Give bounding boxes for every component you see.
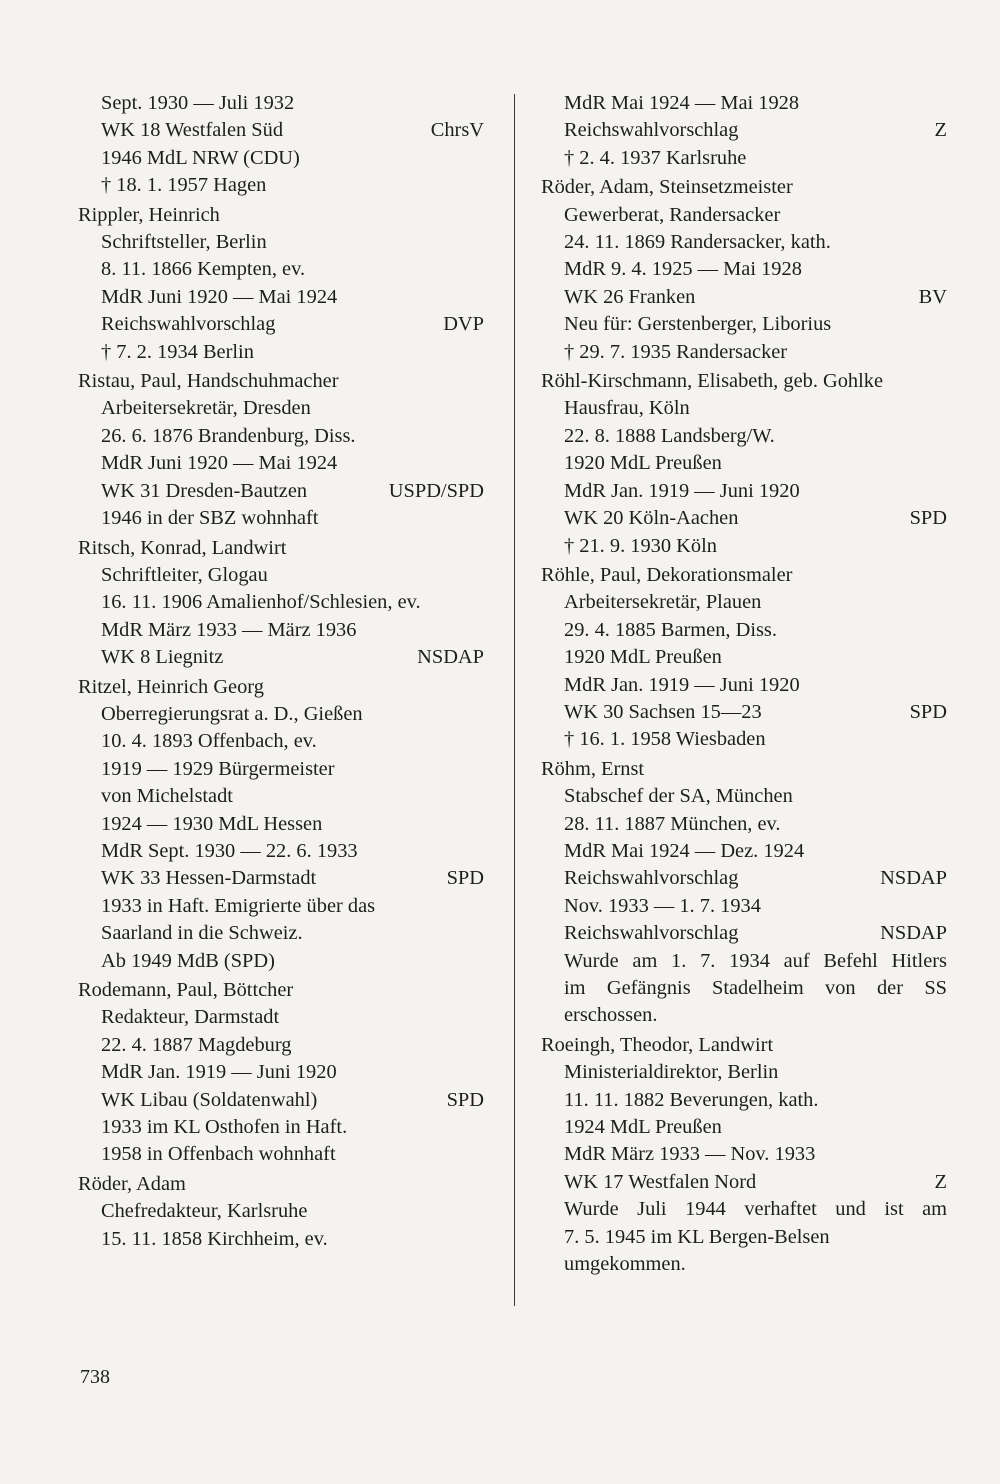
entry-heading bbox=[78, 977, 484, 1004]
entry-line bbox=[564, 893, 947, 920]
entry-details bbox=[541, 589, 947, 753]
entry-line-text: 11. 11. 1882 Beverungen, kath. bbox=[564, 1088, 819, 1111]
entry-line-text: 1933 in Haft. Emigrierte über das bbox=[101, 894, 376, 917]
entry-line bbox=[564, 505, 947, 532]
biography-entry bbox=[78, 535, 484, 672]
entry-line-text: MdR 9. 4. 1925 — Mai 1928 bbox=[564, 258, 802, 281]
party-label: NSDAP bbox=[880, 867, 947, 890]
entry-line-text: † 7. 2. 1934 Berlin bbox=[101, 340, 254, 363]
entry-line bbox=[564, 395, 947, 422]
entry-line-text: MdR Jan. 1919 — Juni 1920 bbox=[101, 1061, 337, 1084]
left-column bbox=[78, 90, 484, 1255]
entry-heading bbox=[541, 756, 947, 783]
entry-line-text: 1920 MdL Preußen bbox=[564, 646, 722, 669]
entry-line bbox=[101, 1198, 484, 1225]
entry-line-text: Neu für: Gerstenberger, Liborius bbox=[564, 313, 832, 336]
entry-line bbox=[564, 1141, 947, 1168]
entry-line bbox=[564, 1224, 947, 1251]
entry-line bbox=[564, 1087, 947, 1114]
party-label: SPD bbox=[909, 700, 947, 723]
biography-entry bbox=[541, 756, 947, 1030]
entry-name: Ritzel, Heinrich Georg bbox=[78, 675, 264, 698]
entry-line bbox=[564, 644, 947, 671]
entry-line bbox=[564, 90, 947, 117]
entry-line bbox=[101, 644, 484, 671]
entry-line-text: MdR Juni 1920 — Mai 1924 bbox=[101, 285, 338, 308]
entry-line bbox=[564, 339, 947, 366]
entry-line bbox=[564, 145, 947, 172]
biography-entry bbox=[541, 562, 947, 754]
entry-line bbox=[564, 617, 947, 644]
entry-name: Röhle, Paul, Dekorationsmaler bbox=[541, 563, 793, 586]
entry-line-text: MdR Juni 1920 — Mai 1924 bbox=[101, 452, 338, 475]
entry-line bbox=[564, 672, 947, 699]
party-label: NSDAP bbox=[880, 922, 947, 945]
entry-name: Röhl-Kirschmann, Elisabeth, geb. Gohlke bbox=[541, 370, 884, 393]
entry-name: Röder, Adam, Steinsetzmeister bbox=[541, 176, 793, 199]
entry-line bbox=[101, 1032, 484, 1059]
entry-line-text: 1958 in Offenbach wohnhaft bbox=[101, 1143, 336, 1166]
entry-line-text: 1933 im KL Osthofen in Haft. bbox=[101, 1116, 348, 1139]
entry-line-text: Sept. 1930 — Juli 1932 bbox=[101, 92, 295, 114]
entry-line-text: † 21. 9. 1930 Köln bbox=[564, 534, 717, 557]
entry-line bbox=[101, 505, 484, 532]
entry-line bbox=[564, 948, 947, 975]
biography-entry bbox=[78, 674, 484, 975]
entry-line-text: Reichswahlvorschlag bbox=[101, 313, 276, 336]
entry-name: Ritsch, Konrad, Landwirt bbox=[78, 536, 287, 559]
entry-line-text: Reichswahlvorschlag bbox=[564, 119, 739, 142]
entry-line-text: 22. 8. 1888 Landsberg/W. bbox=[564, 424, 775, 447]
entry-heading bbox=[541, 368, 947, 395]
entry-line bbox=[564, 1059, 947, 1086]
biography-entry bbox=[78, 202, 484, 366]
entry-line bbox=[101, 562, 484, 589]
entry-line bbox=[101, 229, 484, 256]
entry-line-text: MdR Mai 1924 — Dez. 1924 bbox=[564, 839, 805, 862]
entry-name: Röhm, Ernst bbox=[541, 757, 645, 780]
entry-heading bbox=[78, 202, 484, 229]
entry-line-text: von Michelstadt bbox=[101, 785, 233, 808]
entry-line-text: WK 30 Sachsen 15—23 bbox=[564, 700, 762, 723]
entry-details bbox=[541, 783, 947, 1030]
entry-line bbox=[564, 533, 947, 560]
entry-name: Ristau, Paul, Handschuhmacher bbox=[78, 370, 339, 393]
entry-line bbox=[564, 117, 947, 144]
entry-details bbox=[541, 202, 947, 366]
biography-entry bbox=[78, 368, 484, 532]
entry-line-text: WK 31 Dresden-Bautzen bbox=[101, 479, 308, 502]
entry-line-text: MdR Mai 1924 — Mai 1928 bbox=[564, 92, 800, 114]
entry-line-text: Redakteur, Darmstadt bbox=[101, 1006, 280, 1029]
entry-line bbox=[101, 256, 484, 283]
entry-line bbox=[101, 284, 484, 311]
entry-line bbox=[564, 975, 947, 1002]
biography-entry bbox=[541, 368, 947, 560]
entry-heading bbox=[78, 1171, 484, 1198]
entry-line bbox=[101, 811, 484, 838]
entry-line-text: Arbeitersekretär, Dresden bbox=[101, 397, 311, 420]
entry-line bbox=[564, 202, 947, 229]
entry-line bbox=[101, 395, 484, 422]
entry-details bbox=[78, 1198, 484, 1253]
entry-line bbox=[564, 783, 947, 810]
entry-line-text: im Gefängnis Stadelheim von der SS bbox=[564, 977, 947, 999]
entry-line-text: Schriftleiter, Glogau bbox=[101, 563, 268, 586]
entry-line-text: MdR Jan. 1919 — Juni 1920 bbox=[564, 479, 800, 502]
entry-line-text: MdR Sept. 1930 — 22. 6. 1933 bbox=[101, 839, 358, 862]
entry-line-text: Arbeitersekretär, Plauen bbox=[564, 591, 762, 614]
entry-line-text: Hausfrau, Köln bbox=[564, 397, 690, 420]
entry-line bbox=[564, 256, 947, 283]
party-label: Z bbox=[934, 1170, 947, 1193]
entry-line bbox=[564, 838, 947, 865]
entry-line-text: MdR März 1933 — Nov. 1933 bbox=[564, 1143, 816, 1166]
entry-line-text: Reichswahlvorschlag bbox=[564, 867, 739, 890]
entry-line-text: umgekommen. bbox=[564, 1253, 686, 1276]
entry-details bbox=[78, 90, 484, 200]
entry-line bbox=[101, 311, 484, 338]
party-label: SPD bbox=[446, 1088, 484, 1111]
entry-line-text: 16. 11. 1906 Amalienhof/Schlesien, ev. bbox=[101, 591, 421, 614]
entry-line bbox=[564, 726, 947, 753]
entry-line bbox=[564, 699, 947, 726]
entry-details bbox=[78, 229, 484, 366]
biography-entry bbox=[78, 1171, 484, 1253]
biography-entry bbox=[541, 90, 947, 172]
entry-details bbox=[541, 1059, 947, 1278]
entry-line bbox=[101, 90, 484, 117]
entry-line-text: † 16. 1. 1958 Wiesbaden bbox=[564, 728, 766, 751]
entry-details bbox=[78, 562, 484, 672]
entry-line bbox=[101, 948, 484, 975]
party-label: SPD bbox=[446, 867, 484, 890]
entry-line-text: 28. 11. 1887 München, ev. bbox=[564, 812, 781, 835]
entry-line-text: 1924 — 1930 MdL Hessen bbox=[101, 812, 323, 835]
entry-line bbox=[101, 728, 484, 755]
entry-line-text: 1919 — 1929 Bürgermeister bbox=[101, 757, 335, 780]
entry-line-text: Wurde Juli 1944 verhaftet und ist am bbox=[564, 1198, 947, 1221]
entry-line-text: WK 20 Köln-Aachen bbox=[564, 507, 739, 530]
entry-line-text: 1946 in der SBZ wohnhaft bbox=[101, 507, 319, 530]
entry-line-text: Ab 1949 MdB (SPD) bbox=[101, 949, 275, 972]
right-column bbox=[541, 90, 947, 1280]
entry-details bbox=[78, 701, 484, 975]
party-label: ChrsV bbox=[430, 119, 484, 142]
entry-line bbox=[101, 145, 484, 172]
entry-line bbox=[101, 893, 484, 920]
column-divider bbox=[514, 94, 515, 1306]
entry-heading bbox=[541, 1032, 947, 1059]
entry-line bbox=[564, 811, 947, 838]
entry-line-text: Chefredakteur, Karlsruhe bbox=[101, 1200, 308, 1223]
entry-line bbox=[564, 589, 947, 616]
entry-line bbox=[564, 865, 947, 892]
entry-line-text: Gewerberat, Randersacker bbox=[564, 203, 781, 226]
entry-line-text: Oberregierungsrat a. D., Gießen bbox=[101, 702, 363, 725]
party-label: SPD bbox=[909, 507, 947, 530]
entry-line-text: † 2. 4. 1937 Karlsruhe bbox=[564, 146, 747, 169]
party-label: USPD/SPD bbox=[388, 479, 484, 502]
entry-line bbox=[564, 920, 947, 947]
entry-line-text: WK 8 Liegnitz bbox=[101, 646, 224, 669]
entry-line-text: 15. 11. 1858 Kirchheim, ev. bbox=[101, 1227, 328, 1250]
entry-line-text: WK 26 Franken bbox=[564, 285, 696, 308]
entry-line bbox=[564, 1196, 947, 1223]
entry-heading bbox=[78, 674, 484, 701]
entry-line bbox=[101, 450, 484, 477]
entry-line-text: 10. 4. 1893 Offenbach, ev. bbox=[101, 730, 317, 753]
entry-line-text: WK Libau (Soldatenwahl) bbox=[101, 1088, 318, 1111]
entry-line-text: 7. 5. 1945 im KL Bergen-Belsen bbox=[564, 1225, 830, 1248]
entry-line bbox=[564, 1002, 947, 1029]
entry-line-text: 1946 MdL NRW (CDU) bbox=[101, 146, 300, 169]
entry-line bbox=[564, 478, 947, 505]
entry-details bbox=[78, 395, 484, 532]
entry-line-text: 8. 11. 1866 Kempten, ev. bbox=[101, 258, 306, 281]
page-number: 738 bbox=[80, 1366, 110, 1388]
party-label: NSDAP bbox=[417, 646, 484, 669]
party-label: Z bbox=[934, 119, 947, 142]
entry-line bbox=[101, 1141, 484, 1168]
entry-details bbox=[541, 90, 947, 172]
entry-line bbox=[101, 701, 484, 728]
entry-line-text: Saarland in die Schweiz. bbox=[101, 922, 303, 945]
entry-line bbox=[101, 1087, 484, 1114]
entry-line bbox=[564, 311, 947, 338]
entry-line-text: Reichswahlvorschlag bbox=[564, 922, 739, 945]
entry-details bbox=[78, 1004, 484, 1168]
entry-line-text: Nov. 1933 — 1. 7. 1934 bbox=[564, 894, 761, 917]
party-label: DVP bbox=[443, 313, 484, 336]
entry-line bbox=[101, 1059, 484, 1086]
biography-entry bbox=[541, 174, 947, 366]
entry-line-text: MdR Jan. 1919 — Juni 1920 bbox=[564, 673, 800, 696]
entry-line bbox=[101, 478, 484, 505]
entry-line-text: † 18. 1. 1957 Hagen bbox=[101, 174, 267, 197]
entry-line bbox=[564, 1114, 947, 1141]
entry-line-text: WK 18 Westfalen Süd bbox=[101, 119, 284, 142]
entry-line bbox=[101, 756, 484, 783]
entry-heading bbox=[541, 174, 947, 201]
entry-heading bbox=[78, 368, 484, 395]
entry-line-text: WK 33 Hessen-Darmstadt bbox=[101, 867, 317, 890]
entry-line bbox=[564, 450, 947, 477]
entry-line-text: Stabschef der SA, München bbox=[564, 785, 793, 808]
biography-entry bbox=[78, 90, 484, 200]
entry-line bbox=[101, 339, 484, 366]
entry-heading bbox=[541, 562, 947, 589]
entry-line bbox=[564, 284, 947, 311]
entry-line bbox=[101, 172, 484, 199]
entry-line-text: 24. 11. 1869 Randersacker, kath. bbox=[564, 231, 831, 254]
entry-line bbox=[101, 783, 484, 810]
entry-line-text: erschossen. bbox=[564, 1004, 658, 1027]
entry-line-text: 29. 4. 1885 Barmen, Diss. bbox=[564, 618, 777, 641]
entry-heading bbox=[78, 535, 484, 562]
entry-line bbox=[101, 1114, 484, 1141]
entry-line-text: 1920 MdL Preußen bbox=[564, 452, 722, 475]
entry-line-text: Ministerialdirektor, Berlin bbox=[564, 1061, 779, 1084]
entry-line bbox=[101, 589, 484, 616]
party-label: BV bbox=[918, 285, 947, 308]
entry-line bbox=[564, 229, 947, 256]
entry-line bbox=[101, 117, 484, 144]
entry-name: Roeingh, Theodor, Landwirt bbox=[541, 1033, 774, 1056]
entry-line-text: Wurde am 1. 7. 1934 auf Befehl Hitlers bbox=[564, 949, 947, 972]
biography-entry bbox=[541, 1032, 947, 1279]
entry-line-text: Schriftsteller, Berlin bbox=[101, 231, 267, 254]
entry-line-text: 1924 MdL Preußen bbox=[564, 1116, 722, 1139]
entry-line bbox=[564, 1169, 947, 1196]
entry-line bbox=[101, 1226, 484, 1253]
entry-line-text: 26. 6. 1876 Brandenburg, Diss. bbox=[101, 424, 356, 447]
entry-line-text: † 29. 7. 1935 Randersacker bbox=[564, 340, 788, 363]
entry-line-text: WK 17 Westfalen Nord bbox=[564, 1170, 757, 1193]
entry-name: Rodemann, Paul, Böttcher bbox=[78, 979, 294, 1001]
entry-line-text: 22. 4. 1887 Magdeburg bbox=[101, 1033, 292, 1056]
entry-line-text: MdR März 1933 — März 1936 bbox=[101, 618, 357, 641]
entry-line bbox=[101, 617, 484, 644]
entry-line bbox=[101, 920, 484, 947]
entry-details bbox=[541, 395, 947, 559]
entry-name: Rippler, Heinrich bbox=[78, 203, 220, 226]
entry-line bbox=[101, 423, 484, 450]
entry-name: Röder, Adam bbox=[78, 1172, 186, 1195]
entry-line bbox=[101, 838, 484, 865]
entry-line bbox=[101, 1004, 484, 1031]
entry-line bbox=[564, 1251, 947, 1278]
entry-line bbox=[564, 423, 947, 450]
biography-entry bbox=[78, 977, 484, 1169]
entry-line bbox=[101, 865, 484, 892]
